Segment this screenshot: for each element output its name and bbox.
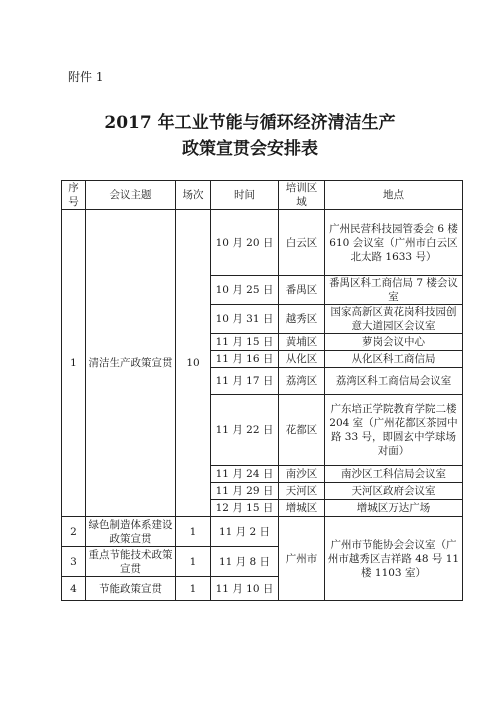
time-cell: 11 月 29 日 — [211, 483, 279, 500]
time-cell: 10 月 25 日 — [211, 276, 279, 305]
location-cell: 广州民营科技园管委会 6 楼 610 会议室（广州市白云区北太路 1633 号） — [325, 210, 463, 276]
time-cell: 11 月 10 日 — [211, 577, 279, 601]
area-cell: 番禺区 — [279, 276, 325, 305]
area-cell: 广州市 — [279, 517, 325, 601]
header-location: 地点 — [325, 181, 463, 210]
location-cell: 荔湾区科工商信局会议室 — [325, 368, 463, 395]
header-seq: 序号 — [62, 181, 86, 210]
sessions-cell: 1 — [176, 517, 211, 547]
time-cell: 12 月 15 日 — [211, 500, 279, 517]
sessions-cell: 10 — [176, 210, 211, 517]
location-cell: 增城区万达广场 — [325, 500, 463, 517]
header-sessions: 场次 — [176, 181, 211, 210]
area-cell: 黄埔区 — [279, 334, 325, 351]
table-row — [62, 210, 463, 276]
topic-cell: 重点节能技术政策宣贯 — [86, 547, 176, 577]
location-cell: 南沙区工科信局会议室 — [325, 466, 463, 483]
time-cell: 11 月 16 日 — [211, 351, 279, 368]
time-cell: 11 月 15 日 — [211, 334, 279, 351]
location-cell: 广州市节能协会会议室（广州市越秀区吉祥路 48 号 11 楼 1103 室） — [325, 517, 463, 601]
title-line-2: 政策宣贯会安排表 — [182, 139, 318, 159]
time-cell: 11 月 22 日 — [211, 395, 279, 466]
time-cell: 10 月 31 日 — [211, 305, 279, 334]
time-cell: 11 月 24 日 — [211, 466, 279, 483]
time-cell: 11 月 8 日 — [211, 547, 279, 577]
seq-cell: 3 — [62, 547, 86, 577]
topic-cell: 绿色制造体系建设政策宣贯 — [86, 517, 176, 547]
location-cell: 广东培正学院教育学院二楼 204 室（广州花都区茶园中路 33 号，即圆玄中学球场对面） — [325, 395, 463, 466]
time-cell: 10 月 20 日 — [211, 210, 279, 276]
topic-cell: 清洁生产政策宣贯 — [86, 210, 176, 517]
location-cell: 国家高新区黄花岗科技园创意大道园区会议室 — [325, 305, 463, 334]
sessions-cell: 1 — [176, 547, 211, 577]
title-line-1: 2017 年工业节能与循环经济清洁生产 — [104, 113, 396, 133]
header-time: 时间 — [211, 181, 279, 210]
header-topic: 会议主题 — [86, 181, 176, 210]
area-cell: 越秀区 — [279, 305, 325, 334]
attachment-label: 附件 1 — [68, 70, 104, 84]
area-cell: 白云区 — [279, 210, 325, 276]
area-cell: 南沙区 — [279, 466, 325, 483]
header-row — [62, 181, 463, 210]
seq-cell: 1 — [62, 210, 86, 517]
area-cell: 花都区 — [279, 395, 325, 466]
area-cell: 荔湾区 — [279, 368, 325, 395]
location-cell: 番禺区科工商信局 7 楼会议室 — [325, 276, 463, 305]
sessions-cell: 1 — [176, 577, 211, 601]
seq-cell: 4 — [62, 577, 86, 601]
time-cell: 11 月 2 日 — [211, 517, 279, 547]
location-cell: 天河区政府会议室 — [325, 483, 463, 500]
table-row — [62, 517, 463, 547]
time-cell: 11 月 17 日 — [211, 368, 279, 395]
seq-cell: 2 — [62, 517, 86, 547]
location-cell: 从化区科工商信局 — [325, 351, 463, 368]
topic-cell: 节能政策宣贯 — [86, 577, 176, 601]
schedule-table — [61, 180, 463, 601]
area-cell: 天河区 — [279, 483, 325, 500]
area-cell: 从化区 — [279, 351, 325, 368]
area-cell: 增城区 — [279, 500, 325, 517]
document-title — [0, 110, 500, 162]
header-area: 培训区域 — [279, 181, 325, 210]
location-cell: 萝岗会议中心 — [325, 334, 463, 351]
